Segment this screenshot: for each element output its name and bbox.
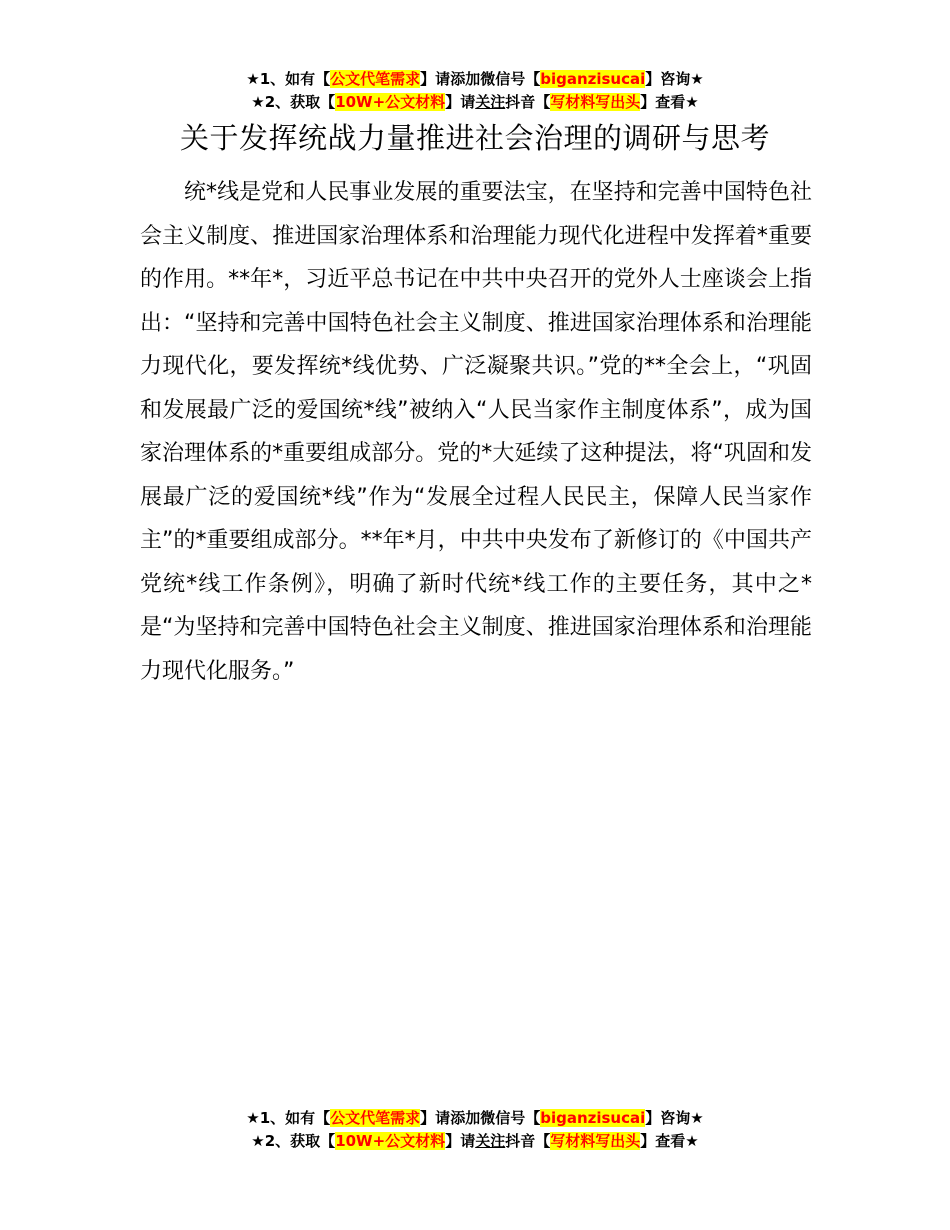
notice-text: 】请 (445, 93, 476, 111)
highlighted-material: 10W+公文材料 (335, 93, 446, 111)
notice-text: 抖音【 (505, 1132, 551, 1150)
highlighted-wechat-id: biganzisucai (540, 1109, 646, 1127)
highlighted-douyin-account: 写材料写出头 (550, 1132, 641, 1150)
notice-text: 】查看★ (640, 93, 699, 111)
highlighted-service: 公文代笔需求 (330, 1109, 421, 1127)
notice-text: 】咨询★ (645, 70, 704, 88)
emphasis-text: 添加 (450, 1109, 481, 1127)
header-notice-line-1 (0, 68, 950, 91)
notice-text: 微信号【 (480, 1109, 541, 1127)
emphasis-text: 添加 (450, 70, 481, 88)
footer-notice-line-2 (0, 1130, 950, 1153)
highlighted-service: 公文代笔需求 (330, 70, 421, 88)
notice-text: 】请 (420, 70, 451, 88)
notice-text: 】请 (420, 1109, 451, 1127)
emphasis-text: 关注 (475, 93, 506, 111)
header-notice (0, 68, 950, 114)
notice-text: 】请 (445, 1132, 476, 1150)
footer-notice (0, 1107, 950, 1153)
header-notice-line-2 (0, 91, 950, 114)
notice-text: ★2、获取【 (251, 1132, 336, 1150)
notice-text: 抖音【 (505, 93, 551, 111)
body-paragraph: 统*线是党和人民事业发展的重要法宝，在坚持和完善中国特色社会主义制度、推进国家治理体系和治理能力现代化进程中发挥着*重要的作用。**年*，习近平总书记在中共中央召开的党外人士座谈会上指出：“坚持和完善中国特色社会主义制度、推进国家治理体系和治理能力现代化，要发挥统*线优势、广泛凝聚共识。”党的**全会上，“巩固和发展最广泛的爱国统*线”被纳入“人民当家作主制度体系”，成为国家治理体系的*重要组成部分。党的*大延续了这种提法，将“巩固和发展最广泛的爱国统*线”作为“发展全过程人民民主，保障人民当家作主”的*重要组成部分。**年*月，中共中央发布了新修订的《中国共产党统*线工作条例》，明确了新时代统*线工作的主要任务，其中之*是“为坚持和完善中国特色社会主义制度、推进国家治理体系和治理能力现代化服务。” (140, 180, 812, 684)
highlighted-douyin-account: 写材料写出头 (550, 93, 641, 111)
highlighted-wechat-id: biganzisucai (540, 70, 646, 88)
emphasis-text: 关注 (475, 1132, 506, 1150)
highlighted-material: 10W+公文材料 (335, 1132, 446, 1150)
notice-text: ★1、如有【 (246, 1109, 331, 1127)
notice-text: 微信号【 (480, 70, 541, 88)
document-title: 关于发挥统战力量推进社会治理的调研与思考 (179, 121, 770, 155)
notice-text: 】查看★ (640, 1132, 699, 1150)
notice-text: ★1、如有【 (246, 70, 331, 88)
notice-text: 】咨询★ (645, 1109, 704, 1127)
notice-text: ★2、获取【 (251, 93, 336, 111)
footer-notice-line-1 (0, 1107, 950, 1130)
